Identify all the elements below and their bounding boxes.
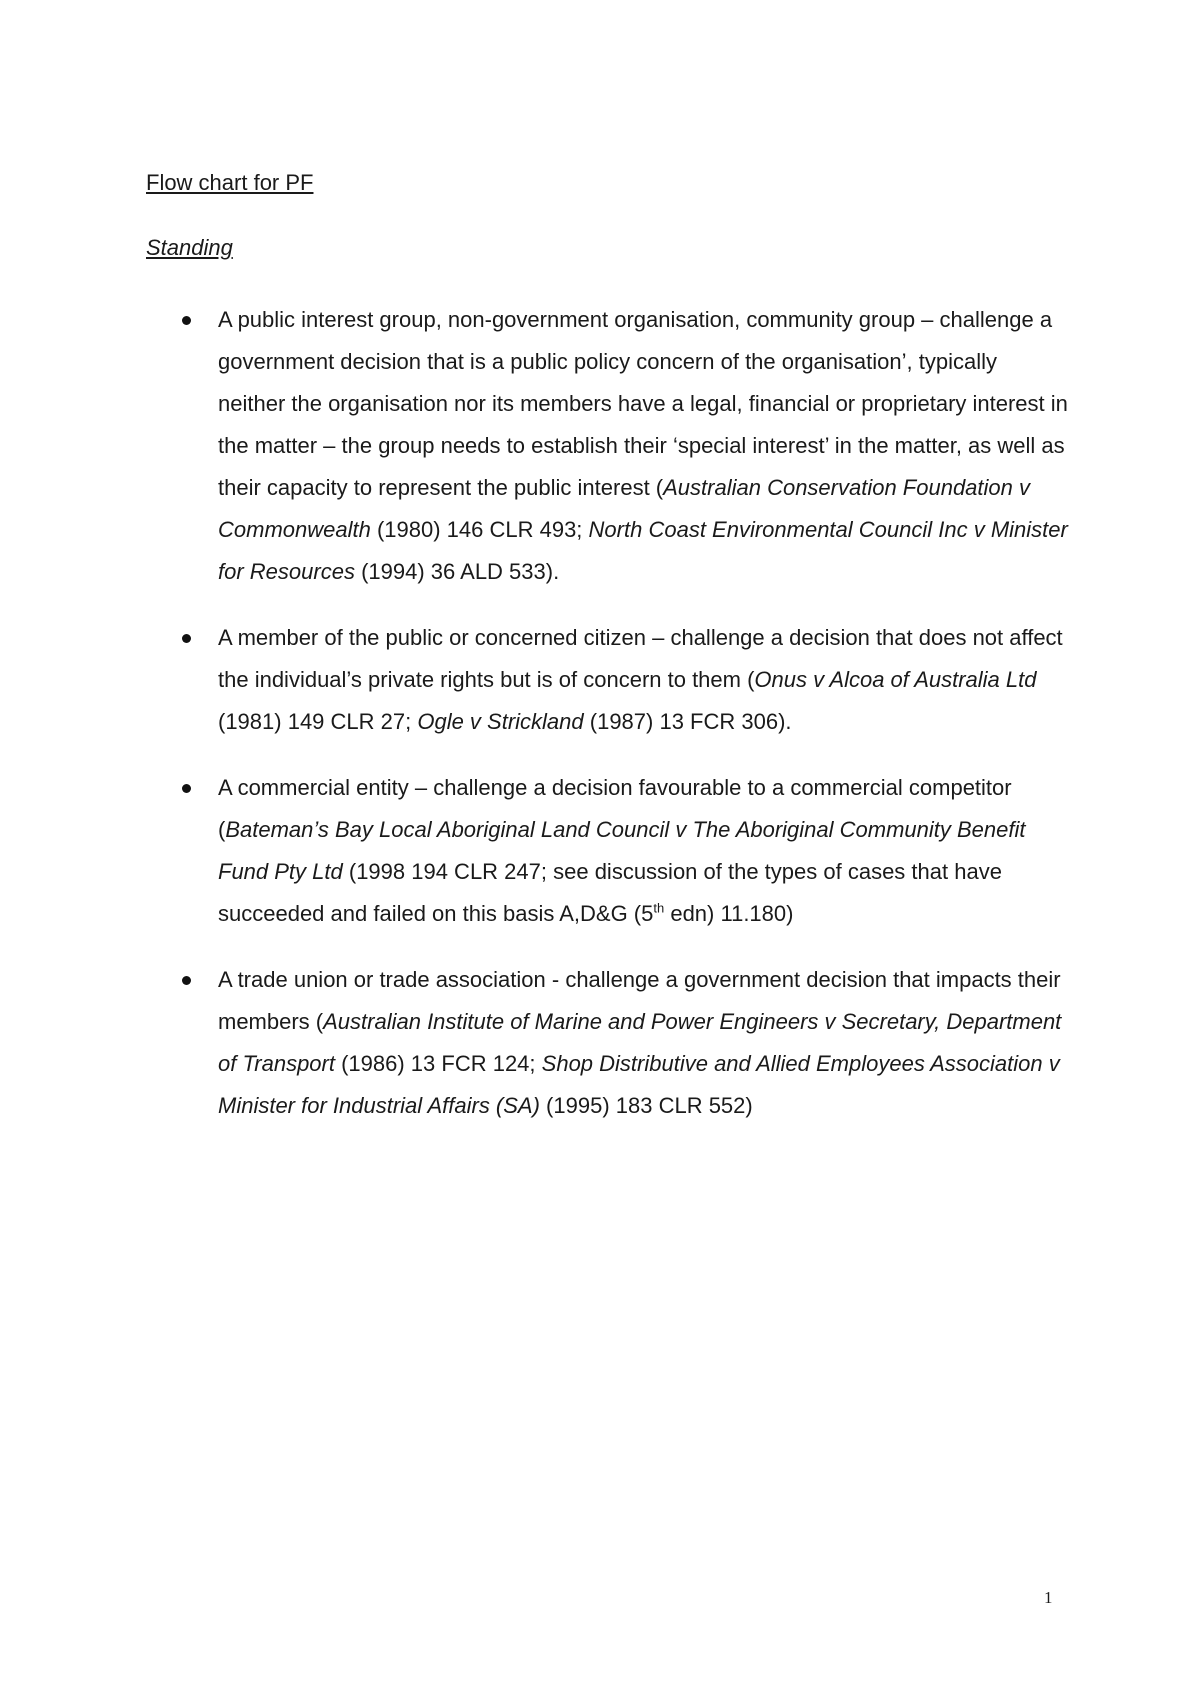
document-title: Flow chart for PF — [146, 170, 314, 195]
case-citation: Bateman’s Bay Local Aboriginal Land Council v The Aboriginal Community Benefit Fund Pty Ltd — [218, 817, 1026, 884]
text-segment: A commercial entity – challenge a decision favourable to a commercial competitor ( — [218, 775, 1012, 842]
case-citation: Shop Distributive and Allied Employees Association v Minister for Industrial Affairs (SA) — [218, 1051, 1060, 1118]
case-citation: Onus v Alcoa of Australia Ltd — [754, 667, 1037, 692]
text-segment: (1986) 13 FCR 124; — [334, 1051, 542, 1076]
page-number: 1 — [1044, 1588, 1053, 1607]
bullet-icon — [182, 316, 191, 325]
text-segment: A trade union or trade association - challenge a government decision that impacts their members ( — [218, 967, 1061, 1034]
text-segment: (1998 194 CLR 247; see discussion of the types of cases that have succeeded and failed on this basis A,D&G (5 — [218, 859, 1002, 926]
case-citation: North Coast Environmental Council Inc v Minister for Resources — [218, 517, 1068, 584]
text-segment: (1981) 149 CLR 27; — [218, 709, 418, 734]
list-item — [170, 617, 1070, 743]
list-item-text — [218, 307, 1068, 584]
list-item-text — [218, 625, 1063, 734]
bullet-icon — [182, 976, 191, 985]
text-segment: (1980) 146 CLR 493; — [370, 517, 589, 542]
case-citation: Australian Conservation Foundation v Commonwealth — [218, 475, 1031, 542]
case-citation: Australian Institute of Marine and Power Engineers v Secretary, Department of Transport — [218, 1009, 1062, 1076]
bullet-icon — [182, 784, 191, 793]
list-item — [170, 959, 1070, 1127]
list-item-text — [218, 775, 1026, 926]
text-segment: (1994) 36 ALD 533). — [354, 559, 560, 584]
list-item — [170, 299, 1070, 593]
text-segment: (1987) 13 FCR 306). — [583, 709, 792, 734]
superscript-text: th — [653, 900, 665, 916]
text-segment: edn) 11.180) — [664, 901, 794, 926]
list-item-text — [218, 967, 1061, 1118]
text-segment: (1995) 183 CLR 552) — [539, 1093, 753, 1118]
bullet-icon — [182, 634, 191, 643]
case-citation: Ogle v Strickland — [417, 709, 584, 734]
text-segment: A public interest group, non-government organisation, community group – challenge a government decision that is a public policy concern of the organisation’, typically neither the organisation nor its members have a legal, financial or proprietary interest in the matter – the group needs to establish their ‘special interest’ in the matter, as well as their capacity to represent the public interest ( — [218, 307, 1068, 500]
list-item — [170, 767, 1070, 935]
bullet-list — [170, 299, 1070, 1151]
section-heading: Standing — [146, 235, 233, 260]
text-segment: A member of the public or concerned citizen – challenge a decision that does not affect the individual’s private rights but is of concern to them ( — [218, 625, 1063, 692]
